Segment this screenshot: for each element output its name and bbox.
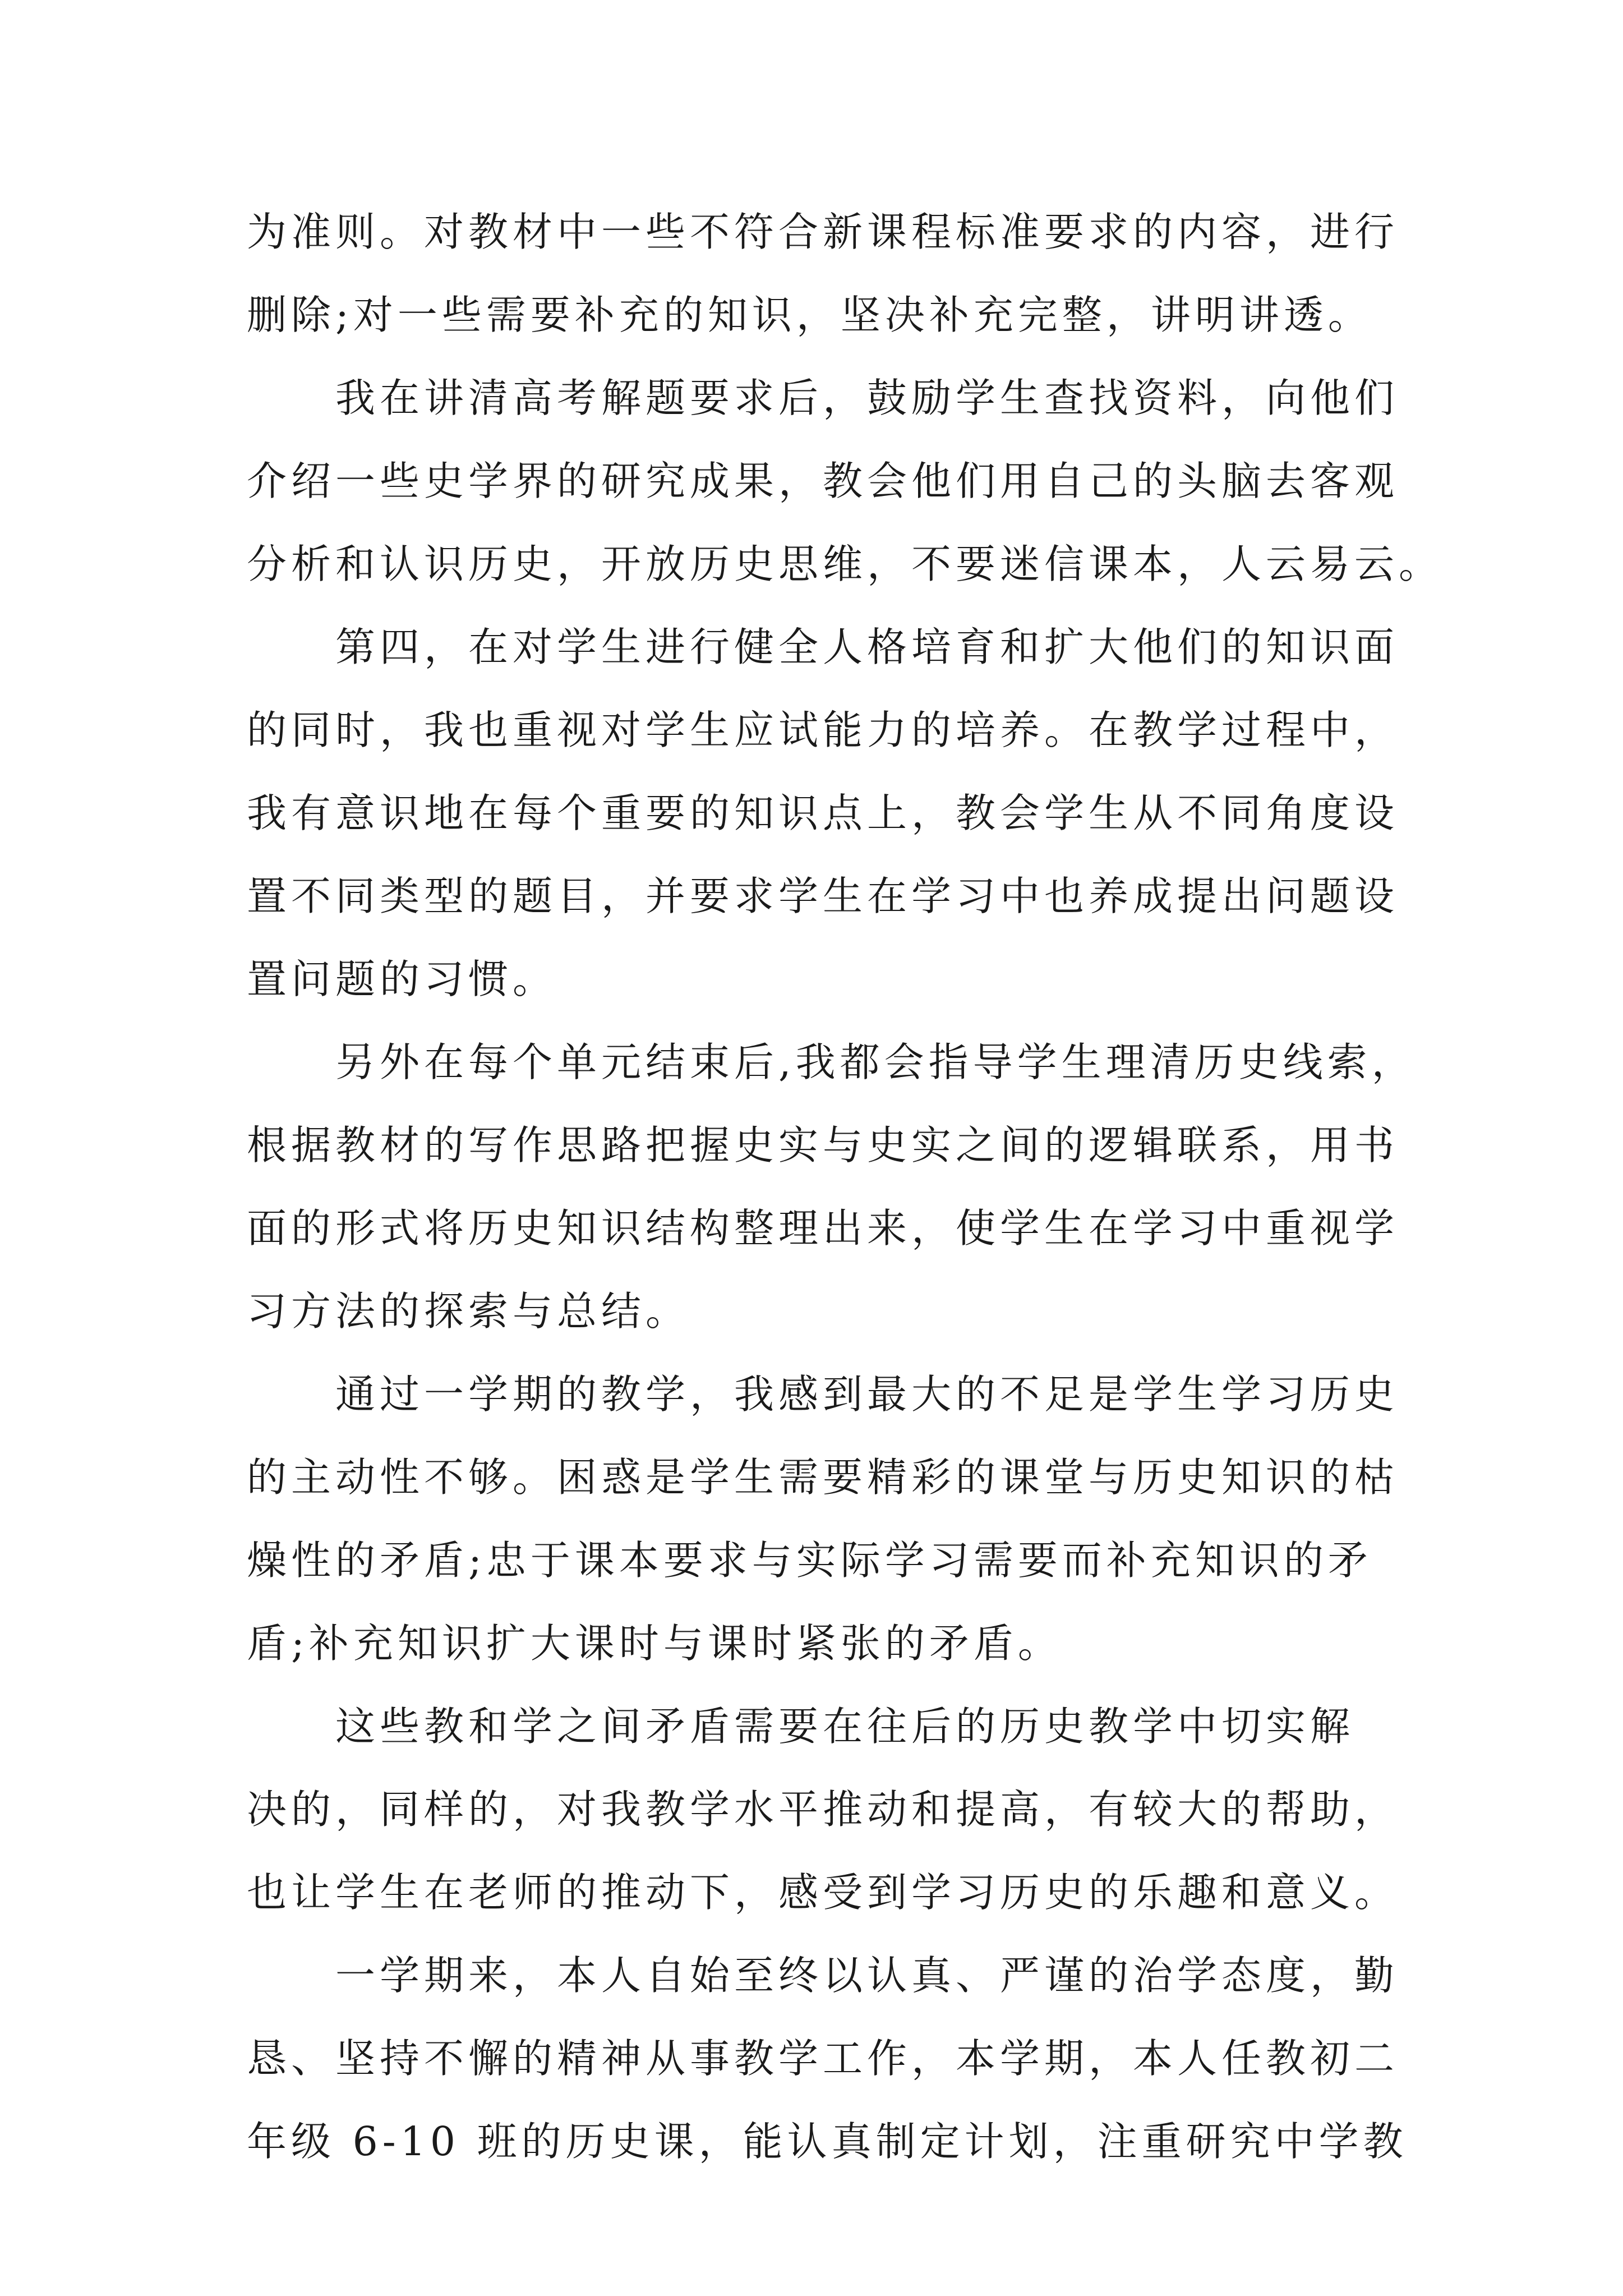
text-line: 删除;对一些需要补充的知识，坚决补充完整，讲明讲透。 bbox=[247, 292, 1372, 338]
paragraph-start-line: 我在讲清高考解题要求后，鼓励学生查找资料，向他们 bbox=[335, 375, 1399, 421]
text-line: 恳、坚持不懈的精神从事教学工作，本学期，本人任教初二 bbox=[247, 2035, 1399, 2082]
text-line: 也让学生在老师的推动下，感受到学习历史的乐趣和意义。 bbox=[247, 1869, 1399, 1916]
paragraph-start-line: 第四，在对学生进行健全人格培育和扩大他们的知识面 bbox=[335, 624, 1399, 670]
text-line: 面的形式将历史知识结构整理出来，使学生在学习中重视学 bbox=[247, 1205, 1399, 1251]
text-line: 根据教材的写作思路把握史实与史实之间的逻辑联系，用书 bbox=[247, 1122, 1399, 1168]
text-line: 分析和认识历史，开放历史思维，不要迷信课本，人云易云。 bbox=[247, 541, 1444, 587]
paragraph-start-line: 通过一学期的教学，我感到最大的不足是学生学习历史 bbox=[335, 1371, 1399, 1418]
text-line: 为准则。对教材中一些不符合新课程标准要求的内容，进行 bbox=[247, 209, 1399, 255]
text-line: 盾;补充知识扩大课时与课时紧张的矛盾。 bbox=[247, 1620, 1062, 1667]
text-line: 我有意识地在每个重要的知识点上，教会学生从不同角度设 bbox=[247, 790, 1399, 836]
text-line: 决的，同样的，对我教学水平推动和提高，有较大的帮助， bbox=[247, 1786, 1399, 1833]
text-line: 习方法的探索与总结。 bbox=[247, 1288, 690, 1335]
paragraph-start-line: 这些教和学之间矛盾需要在往后的历史教学中切实解 bbox=[335, 1703, 1355, 1750]
text-line: 置问题的习惯。 bbox=[247, 956, 557, 1002]
text-line: 的同时，我也重视对学生应试能力的培养。在教学过程中， bbox=[247, 707, 1399, 753]
body-text bbox=[247, 191, 1444, 2183]
paragraph-start-line: 一学期来，本人自始至终以认真、严谨的治学态度，勤 bbox=[335, 1952, 1399, 1999]
text-line: 的主动性不够。困惑是学生需要精彩的课堂与历史知识的枯 bbox=[247, 1454, 1399, 1501]
text-line: 燥性的矛盾;忠于课本要求与实际学习需要而补充知识的矛 bbox=[247, 1537, 1372, 1584]
text-line: 介绍一些史学界的研究成果，教会他们用自己的头脑去客观 bbox=[247, 458, 1399, 504]
text-line: 置不同类型的题目，并要求学生在学习中也养成提出问题设 bbox=[247, 873, 1399, 919]
paragraph-start-line: 另外在每个单元结束后,我都会指导学生理清历史线索， bbox=[335, 1039, 1416, 1085]
text-line: 年级 6-10 班的历史课，能认真制定计划，注重研究中学教 bbox=[247, 2118, 1408, 2165]
